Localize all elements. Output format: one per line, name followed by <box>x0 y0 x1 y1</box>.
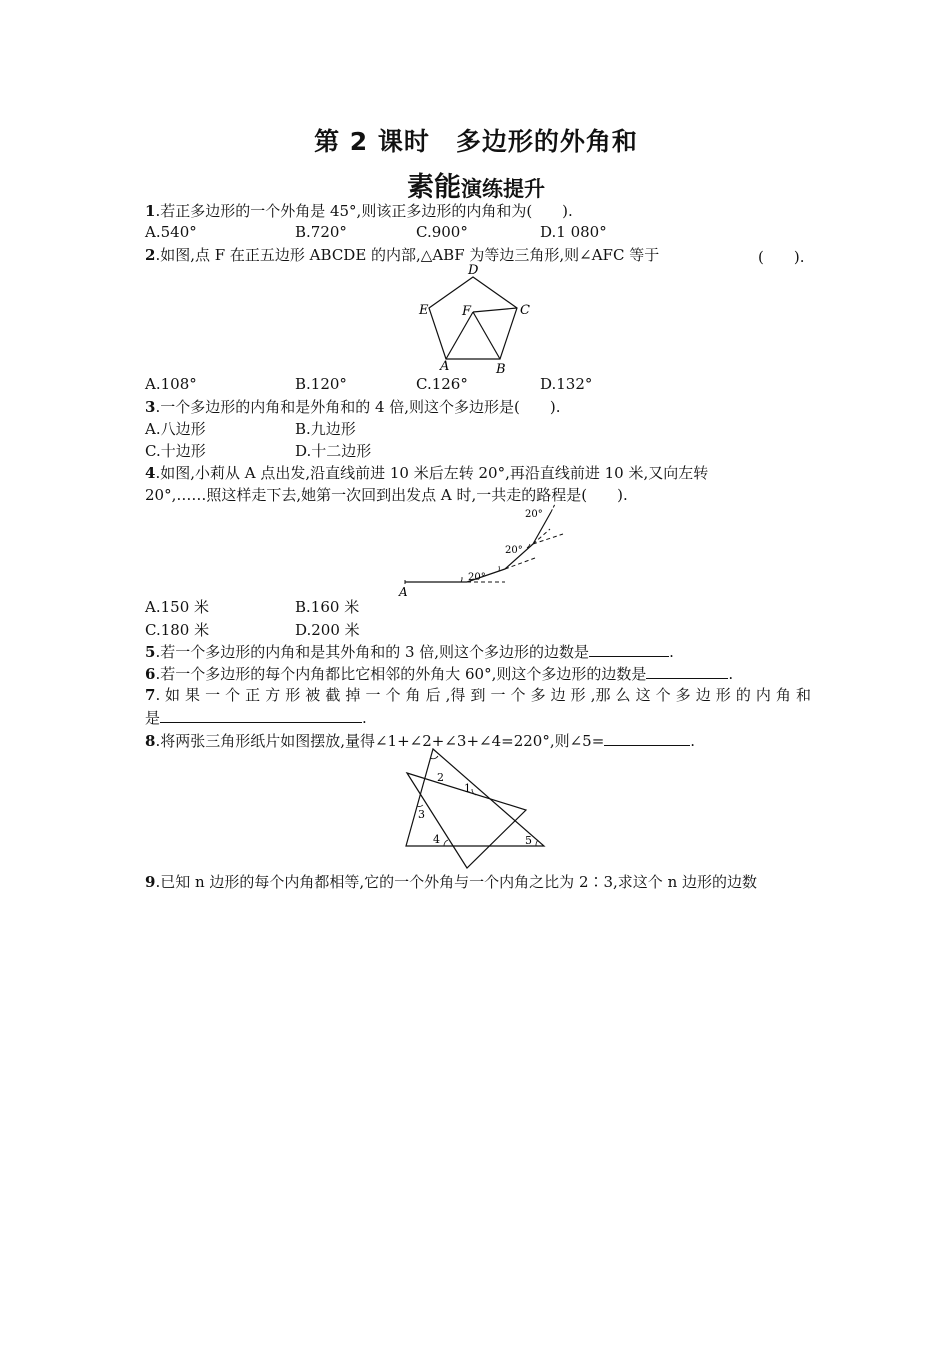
q2-option-d: D.132° <box>540 375 593 393</box>
q3-option-a: A.八边形 <box>145 420 206 438</box>
q7-char: 个 <box>655 686 671 704</box>
answer-blank[interactable] <box>646 664 728 679</box>
q7-char: 形 <box>570 686 586 704</box>
label-a: A <box>440 359 450 374</box>
q2-option-b: B.120° <box>295 375 347 393</box>
q7-char: 掉 <box>345 686 361 704</box>
label-d: D <box>468 263 479 278</box>
q7-char: 一 <box>365 686 381 704</box>
label-a: A <box>399 585 408 599</box>
section-title <box>0 165 952 204</box>
question-number: 8 <box>145 732 156 750</box>
angle-3-label: 3 <box>418 808 425 821</box>
q7-char: 多 <box>530 686 546 704</box>
question-number: 4 <box>145 464 156 482</box>
q7-char: 的 <box>735 686 751 704</box>
end-period: . <box>669 643 674 661</box>
q2-option-a: A.108° <box>145 375 197 393</box>
answer-blank[interactable] <box>589 642 669 657</box>
q4-option-d: D.200 米 <box>295 621 360 639</box>
question-9 <box>145 873 757 891</box>
label-e: E <box>419 303 429 318</box>
q7-char: 角 <box>775 686 791 704</box>
question-text: 是 <box>145 709 161 727</box>
question-2 <box>145 246 659 264</box>
q7-char: 果 <box>185 686 201 704</box>
question-5 <box>145 642 674 661</box>
answer-blank[interactable] <box>160 708 362 723</box>
q7-char: 个 <box>385 686 401 704</box>
label-c: C <box>520 303 530 318</box>
question-number: 7 <box>145 686 156 704</box>
angle-label-3: 20° <box>525 509 543 520</box>
q7-char: 正 <box>245 686 261 704</box>
question-6 <box>145 664 733 683</box>
question-4-line-1 <box>145 464 708 482</box>
q7-char: 截 <box>325 686 341 704</box>
question-number: 3 <box>145 398 156 416</box>
label-f: F <box>462 304 472 319</box>
q1-option-c: C.900° <box>416 223 468 241</box>
q2-answer-paren: ( ). <box>758 248 805 266</box>
q4-option-a: A.150 米 <box>145 598 209 616</box>
question-1 <box>145 202 573 220</box>
triangles-figure <box>400 746 552 872</box>
end-period: . <box>690 732 696 750</box>
q3-option-c: C.十边形 <box>145 442 206 460</box>
pentagon-figure <box>415 262 535 376</box>
angle-2-label: 2 <box>437 771 444 784</box>
q1-option-d: D.1 080° <box>540 223 607 241</box>
section-title-small: 演练提升 <box>461 177 545 201</box>
question-text: .如图,小莉从 A 点出发,沿直线前进 10 米后左转 20°,再沿直线前进 10 米,又向左转 <box>155 464 709 482</box>
q7-char: 方 <box>265 686 281 704</box>
question-7-line-1 <box>145 686 811 704</box>
question-7-line-2 <box>145 708 367 727</box>
angle-label-2: 20° <box>505 545 523 556</box>
q2-option-c: C.126° <box>416 375 468 393</box>
q4-option-b: B.160 米 <box>295 598 360 616</box>
q7-first-segment <box>145 686 180 704</box>
q7-char: 到 <box>470 686 486 704</box>
q7-char: 形 <box>285 686 301 704</box>
question-number: 9 <box>145 873 156 891</box>
q4-option-c: C.180 米 <box>145 621 210 639</box>
question-text: .如图,点 F 在正五边形 ABCDE 的内部,△ABF 为等边三角形,则∠AFC 等于 <box>155 246 660 264</box>
answer-blank[interactable] <box>604 731 690 746</box>
q7-char: 形 <box>715 686 731 704</box>
path-figure <box>395 502 565 600</box>
end-period: . <box>728 665 734 683</box>
q7-char: 后 <box>425 686 441 704</box>
q7-char: 边 <box>550 686 566 704</box>
question-text: .若一个多边形的内角和是其外角和的 3 倍,则这个多边形的边数是 <box>155 643 590 661</box>
label-b: B <box>496 362 506 376</box>
q7-char: 边 <box>695 686 711 704</box>
angle-label-1: 20° <box>468 572 486 583</box>
question-number: 2 <box>145 246 156 264</box>
question-text: .若一个多边形的每个内角都比它相邻的外角大 60°,则这个多边形的边数是 <box>155 665 647 683</box>
angle-1-label: 1 <box>464 782 471 795</box>
angle-5-label: 5 <box>525 834 532 847</box>
q1-option-b: B.720° <box>295 223 347 241</box>
q7-char: 角 <box>405 686 421 704</box>
q7-char: ,得 <box>445 686 466 704</box>
angle-4-label: 4 <box>433 833 440 846</box>
question-text: .将两张三角形纸片如图摆放,量得∠1+∠2+∠3+∠4=220°,则∠5= <box>155 732 605 750</box>
question-text: .一个多边形的内角和是外角和的 4 倍,则这个多边形是( ). <box>155 398 561 416</box>
q7-char: 这 <box>635 686 651 704</box>
section-title-big: 素能 <box>407 172 461 203</box>
q7-char: 内 <box>755 686 771 704</box>
q7-char: 个 <box>225 686 241 704</box>
question-number: 5 <box>145 643 156 661</box>
q7-char: 一 <box>205 686 221 704</box>
q7-char: 多 <box>675 686 691 704</box>
q7-char: 一 <box>490 686 506 704</box>
q3-option-b: B.九边形 <box>295 420 356 438</box>
question-3 <box>145 398 561 416</box>
q7-char: 个 <box>510 686 526 704</box>
q7-char: . 如 <box>155 686 180 704</box>
question-text: .已知 n 边形的每个内角都相等,它的一个外角与一个内角之比为 2∶3,求这个 n 边形的边数 <box>155 873 757 891</box>
question-text: .若正多边形的一个外角是 45°,则该正多边形的内角和为( ). <box>155 202 573 220</box>
question-number: 1 <box>145 202 156 220</box>
q7-char: 被 <box>305 686 321 704</box>
lesson-title: 第 2 课时 多边形的外角和 <box>314 127 638 156</box>
q3-option-d: D.十二边形 <box>295 442 372 460</box>
q1-option-a: A.540° <box>145 223 197 241</box>
question-4-line-2: 20°,……照这样走下去,她第一次回到出发点 A 时,一共走的路程是( ). <box>145 486 628 504</box>
q7-char: ,那 <box>590 686 611 704</box>
q7-char: 和 <box>795 686 811 704</box>
question-number: 6 <box>145 665 156 683</box>
q7-char: 么 <box>615 686 631 704</box>
end-period: . <box>362 709 367 727</box>
